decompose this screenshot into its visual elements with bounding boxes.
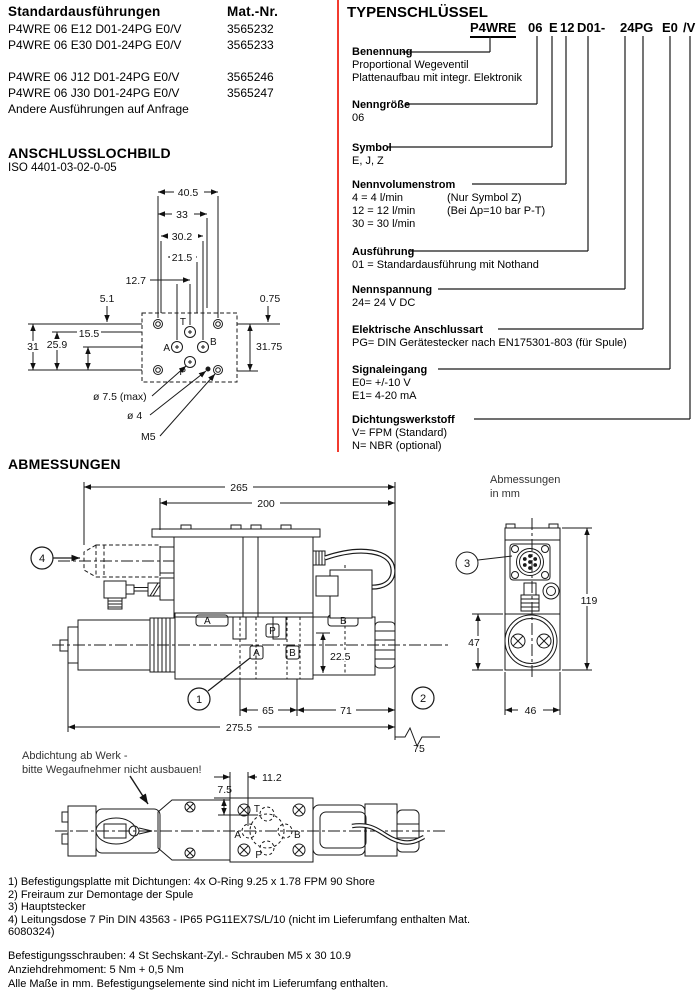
entry-note: (Nur Symbol Z) xyxy=(447,192,522,204)
callout-thread: M5 xyxy=(141,431,156,443)
side-port-a-box: A xyxy=(253,648,260,659)
dim-31-75: 31.75 xyxy=(256,341,283,353)
model-row: P4WRE 06 E12 D01-24PG E0/V xyxy=(8,22,182,36)
dim-47: 47 xyxy=(468,637,480,649)
valve-side-view-drawing xyxy=(20,475,460,755)
dim-31: 31 xyxy=(27,341,39,353)
port-b-label: B xyxy=(210,337,217,348)
entry-nenngroesse xyxy=(352,99,410,125)
entry-heading: Ausführung xyxy=(352,246,415,258)
port-t-label: T xyxy=(179,317,186,328)
code-voltage-connector: 24PG xyxy=(620,20,654,35)
iso-standard: ISO 4401-03-02-0-05 xyxy=(8,162,117,174)
dim-5-1: 5.1 xyxy=(99,293,115,305)
dim-30-2: 30.2 xyxy=(171,231,193,243)
entry-benennung xyxy=(352,46,522,85)
mat-number: 3565246 xyxy=(227,70,274,84)
dim-200: 200 xyxy=(257,498,275,510)
entry-line: PG= DIN Gerätestecker nach EN175301-803 (für Spule) xyxy=(352,337,627,349)
entry-line: 12 = 12 l/min xyxy=(352,205,416,217)
dim-25-9: 25.9 xyxy=(46,339,68,351)
dim-11-2: 11.2 xyxy=(262,772,282,784)
entry-line: E, J, Z xyxy=(352,155,384,167)
entry-line: E0= +/-10 V xyxy=(352,377,411,389)
mat-nr-header: Mat.-Nr. xyxy=(227,4,279,19)
port-a-label: A xyxy=(163,343,170,354)
unit-note-line1: Abmessungen xyxy=(490,474,561,486)
valve-end-view-drawing xyxy=(450,470,700,725)
dim-7-5: 7.5 xyxy=(217,784,232,796)
entry-signaleingang xyxy=(352,364,427,403)
dim-265: 265 xyxy=(230,482,248,494)
entry-line: Proportional Wegeventil xyxy=(352,59,469,71)
entry-line: 4 = 4 l/min xyxy=(352,192,404,204)
top-port-b-label: B xyxy=(294,830,301,841)
port-p-label: P xyxy=(179,367,186,378)
typenschluessel-title: TYPENSCHLÜSSEL xyxy=(347,4,488,21)
anschlusslochbild-title: ANSCHLUSSLOCHBILD xyxy=(8,145,171,161)
unit-note-line2: in mm xyxy=(490,488,520,500)
code-symbol: E xyxy=(549,20,558,35)
entry-symbol xyxy=(352,142,392,168)
callout-hole-diameter: ø 7.5 (max) xyxy=(93,391,147,403)
code-flow: 12 xyxy=(560,20,575,35)
code-signal: E0 xyxy=(662,20,678,35)
entry-line: N= NBR (optional) xyxy=(352,440,442,452)
footnote-line: 6080324) xyxy=(8,926,55,938)
code-base: P4WRE xyxy=(470,20,516,38)
other-versions-note: Andere Ausführungen auf Anfrage xyxy=(8,102,189,116)
abmessungen-title: ABMESSUNGEN xyxy=(8,456,121,472)
dim-33: 33 xyxy=(176,209,188,221)
callout-pin-diameter: ø 4 xyxy=(127,410,143,422)
entry-note: (Bei Δp=10 bar P-T) xyxy=(447,205,546,217)
entry-heading: Signaleingang xyxy=(352,364,428,376)
mat-number: 3565247 xyxy=(227,86,274,100)
standard-versions-title: Standardausführungen xyxy=(8,4,161,19)
dim-71: 71 xyxy=(340,705,352,717)
balloon-2: 2 xyxy=(419,693,427,705)
dim-75: 75 xyxy=(413,743,425,755)
top-port-p-label: P xyxy=(255,850,262,861)
entry-nennvolumenstrom xyxy=(352,179,546,231)
entry-heading: Dichtungswerkstoff xyxy=(352,414,455,426)
mat-number: 3565232 xyxy=(227,22,274,36)
seal-note-line2: bitte Wegaufnehmer nicht ausbauen! xyxy=(22,764,202,776)
mounting-screws-note: Befestigungsschrauben: 4 St Sechskant-Zyl.- Schrauben M5 x 30 10.9 xyxy=(8,949,352,962)
footnote-line: 1) Befestigungsplatte mit Dichtungen: 4x O-Ring 9.25 x 1.78 FPM 90 Shore xyxy=(8,876,375,888)
entry-elektrische-anschlussart xyxy=(352,324,627,350)
footnote-line: 3) Hauptstecker xyxy=(8,901,86,913)
entry-line: E1= 4-20 mA xyxy=(352,390,417,402)
entry-line: 24= 24 V DC xyxy=(352,297,416,309)
balloon-1: 1 xyxy=(195,694,203,706)
dim-46: 46 xyxy=(524,705,537,717)
mounting-hole-pattern-drawing xyxy=(0,175,340,450)
footnote-line: 2) Freiraum zur Demontage der Spule xyxy=(8,888,194,901)
dim-275-5: 275.5 xyxy=(225,722,253,734)
side-port-a-tab: A xyxy=(204,616,211,627)
entry-heading: Elektrische Anschlussart xyxy=(352,324,484,336)
dim-40-5: 40.5 xyxy=(177,187,199,199)
entry-ausfuehrung xyxy=(352,246,539,272)
code-size: 06 xyxy=(528,20,543,35)
mat-number: 3565233 xyxy=(227,38,274,52)
top-port-t-label: T xyxy=(253,804,260,815)
top-port-a-label: A xyxy=(234,830,241,841)
entry-dichtungswerkstoff xyxy=(352,414,455,453)
side-port-b-tab: B xyxy=(340,616,347,627)
entry-line: 30 = 30 l/min xyxy=(352,218,416,230)
side-port-p-box: P xyxy=(269,626,276,637)
dim-15-5: 15.5 xyxy=(78,328,100,340)
entry-heading: Symbol xyxy=(352,142,392,154)
entry-line: 01 = Standardausführung mit Nothand xyxy=(352,259,539,271)
entry-heading: Nennvolumenstrom xyxy=(352,179,456,191)
balloon-3: 3 xyxy=(463,558,471,570)
entry-heading: Benennung xyxy=(352,46,413,58)
entry-nennspannung xyxy=(352,284,432,310)
valve-top-view-drawing xyxy=(20,745,460,880)
dim-119: 119 xyxy=(580,595,598,607)
entry-line: V= FPM (Standard) xyxy=(352,427,448,439)
dim-0-75: 0.75 xyxy=(259,293,281,305)
dim-12-7: 12.7 xyxy=(125,275,146,287)
side-port-b-box: B xyxy=(289,648,296,659)
code-version: D01- xyxy=(577,20,606,35)
seal-note-line1: Abdichtung ab Werk - xyxy=(22,750,128,762)
entry-heading: Nennspannung xyxy=(352,284,433,296)
footnotes-block xyxy=(8,876,470,991)
balloon-4: 4 xyxy=(38,553,46,565)
dim-21-5: 21.5 xyxy=(171,252,193,264)
model-row: P4WRE 06 J12 D01-24PG E0/V xyxy=(8,70,180,84)
torque-note: Anziehdrehmoment: 5 Nm + 0,5 Nm xyxy=(8,963,184,976)
dim-22-5: 22.5 xyxy=(330,651,351,663)
code-seal: /V xyxy=(683,20,696,35)
footnote-line: 4) Leitungsdose 7 Pin DIN 43563 - IP65 PG11EX7S/L/10 (nicht im Lieferumfang enthalten Mat. xyxy=(8,913,471,926)
entry-line: 06 xyxy=(352,112,365,124)
model-row: P4WRE 06 E30 D01-24PG E0/V xyxy=(8,38,182,52)
model-row: P4WRE 06 J30 D01-24PG E0/V xyxy=(8,86,180,100)
entry-line: Plattenaufbau mit integr. Elektronik xyxy=(352,72,522,84)
dim-65: 65 xyxy=(262,705,274,717)
entry-heading: Nenngröße xyxy=(352,99,411,111)
units-note: Alle Maße in mm. Befestigungselemente sind nicht im Lieferumfang enthalten. xyxy=(8,977,389,990)
